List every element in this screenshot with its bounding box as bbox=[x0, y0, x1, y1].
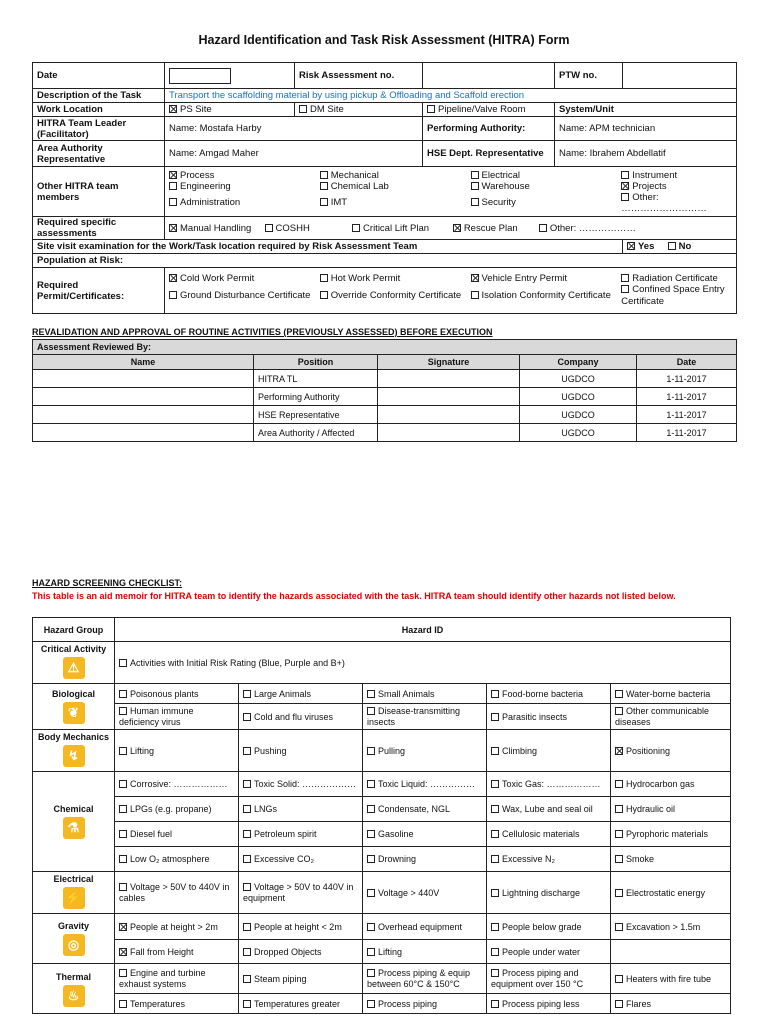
checkbox[interactable] bbox=[243, 975, 251, 983]
globe-icon: ◎ bbox=[63, 934, 85, 956]
ptw-label: PTW no. bbox=[555, 63, 623, 89]
population-label: Population at Risk: bbox=[33, 254, 737, 268]
lightning-icon: ⚡ bbox=[63, 887, 85, 909]
checkbox[interactable] bbox=[453, 224, 461, 232]
checkbox[interactable] bbox=[491, 923, 499, 931]
checkbox[interactable] bbox=[352, 224, 360, 232]
checkbox[interactable] bbox=[668, 242, 676, 250]
site-visit-label: Site visit examination for the Work/Task location required by Risk Assessment Team bbox=[33, 240, 623, 254]
critical-icon: ⚠ bbox=[63, 657, 85, 679]
checkbox[interactable] bbox=[471, 182, 479, 190]
col-position: Position bbox=[254, 355, 378, 370]
leader-label: HITRA Team Leader (Facilitator) bbox=[33, 117, 165, 141]
checkbox[interactable] bbox=[367, 923, 375, 931]
checkbox[interactable] bbox=[491, 1000, 499, 1008]
checkbox[interactable] bbox=[119, 948, 127, 956]
group-thermal: Thermal bbox=[55, 972, 91, 982]
checkbox[interactable] bbox=[119, 830, 127, 838]
fire-icon: ♨ bbox=[63, 985, 85, 1007]
checkbox[interactable] bbox=[615, 889, 623, 897]
members-grid: Process Mechanical Electrical Instrument Engineering Chemical Lab Warehouse Projects Administration IMT Security Other: ……………………… bbox=[165, 170, 736, 214]
checkbox[interactable] bbox=[615, 830, 623, 838]
checkbox[interactable] bbox=[169, 291, 177, 299]
group-electrical: Electrical bbox=[53, 874, 94, 884]
ra-field[interactable] bbox=[423, 63, 555, 89]
checkbox[interactable] bbox=[367, 707, 375, 715]
checkbox[interactable] bbox=[320, 291, 328, 299]
name-cell[interactable] bbox=[33, 388, 254, 406]
checkbox[interactable] bbox=[615, 923, 623, 931]
checkbox[interactable] bbox=[299, 105, 307, 113]
checkbox[interactable] bbox=[243, 1000, 251, 1008]
group-chemical: Chemical bbox=[53, 804, 94, 814]
group-gravity: Gravity bbox=[57, 921, 90, 931]
body-icon: ↯ bbox=[63, 745, 85, 767]
checkbox[interactable] bbox=[367, 855, 375, 863]
signature-cell[interactable] bbox=[378, 406, 520, 424]
name-cell[interactable] bbox=[33, 406, 254, 424]
permits-label: Required Permit/Certificates: bbox=[33, 268, 165, 314]
reviewed-by-label: Assessment Reviewed By: bbox=[33, 340, 737, 355]
checkbox[interactable] bbox=[119, 707, 127, 715]
checkbox[interactable] bbox=[243, 948, 251, 956]
checkbox[interactable] bbox=[615, 855, 623, 863]
table-row: HITRA TL UGDCO 1-11-2017 bbox=[33, 370, 737, 388]
group-biological: Biological bbox=[51, 689, 95, 699]
checkbox[interactable] bbox=[627, 242, 635, 250]
checkbox[interactable] bbox=[119, 805, 127, 813]
checkbox[interactable] bbox=[367, 780, 375, 788]
checkbox[interactable] bbox=[119, 747, 127, 755]
checkbox[interactable] bbox=[471, 198, 479, 206]
checkbox[interactable] bbox=[367, 747, 375, 755]
col-company: Company bbox=[520, 355, 637, 370]
checkbox[interactable] bbox=[471, 171, 479, 179]
checkbox[interactable] bbox=[615, 780, 623, 788]
checkbox[interactable] bbox=[169, 224, 177, 232]
task-info-table: Date Risk Assessment no. PTW no. Description of the Task Transport the scaffolding material by using pickup & Offloading and Scaffold erection Work Location PS Site DM Site Pipeline/Valve Room System/Unit HITRA Team Leader (Facilitator) Name: Mostafa Harby Performing Authority: Name: APM technician Area Authority Representative Name: Amgad Maher HSE Dept. Representative Name: Ibrahem Abdellatif Other HITRA team members Process Mechanical Electrical Instrument Engineering Chemical Lab Warehouse Projects Administration IMT Security Other: ……………………… Required specific assessments Manual Handling COSHH Critical Lift Plan Rescue Plan Other: ……………… Site visit examination for the Work/Task location required by Risk Assessment Team Yes No Population at Risk: Required Permit/Certificates: Cold Work Permit Hot Work Permit Vehicle Entry Permit Radiation Certificate Ground Disturbance Certificate Override Conformity Certificate Isolation Conformity Certificate Confined Space Entry Certificate bbox=[32, 62, 737, 314]
checkbox[interactable] bbox=[367, 948, 375, 956]
checkbox[interactable] bbox=[320, 198, 328, 206]
revalidation-table bbox=[32, 339, 737, 442]
desc-label: Description of the Task bbox=[33, 89, 165, 103]
checkbox[interactable] bbox=[320, 274, 328, 282]
checkbox[interactable] bbox=[491, 780, 499, 788]
name-cell[interactable] bbox=[33, 424, 254, 442]
checkbox[interactable] bbox=[491, 969, 499, 977]
date-label: Date bbox=[33, 63, 165, 89]
checkbox[interactable] bbox=[491, 948, 499, 956]
leader-value: Name: Mostafa Harby bbox=[165, 117, 423, 141]
checkbox[interactable] bbox=[320, 182, 328, 190]
checkbox[interactable] bbox=[119, 659, 127, 667]
checkbox[interactable] bbox=[615, 690, 623, 698]
hazard-table: Hazard Group Hazard ID Critical Activity ⚠ Activities with Initial Risk Rating (Blue, Purple and B+) Biological ❦ Poisonous plants Large Animals Small Animals Food-borne bacteria Water-borne bacteria Human immune deficiency virus Cold and flu viruses Disease-transmitting insects Parasitic insects Other communicable diseases Body Mechanics ↯ Lifting Pushing Pulling Climbing Positioning Chemical ⚗ Corrosive: ……………… Toxic Solid: ……………… Toxic Liquid: …………… Toxic Gas: ……………… Hydrocarbon gas LPGs (e.g. propane) LNGs Condensate, NGL Wax, Lube and seal oil Hydraulic oil Diesel fuel Petroleum spirit Gasoline Cellulosic materials Pyrophoric materials Low O₂ atmosphere Excessive CO₂ Drowning Excessive N₂ Smoke Electrical ⚡ Voltage > 50V to 440V in cables Voltage > 50V to 440V in equipment Voltage > 440V Lightning discharge Electrostatic energy Gravity ◎ People at height > 2m People at height < 2m Overhead equipment People below grade Excavation > 1.5m Fall from Height Dropped Objects Lifting People under water Thermal ♨ Engine and turbine exhaust systems Steam piping Process piping & equip between 60°C & 150°C Process piping and equipment over 150 °C Heaters with fire tube Temperatures Temperatures greater Process piping Process piping less Flares bbox=[32, 617, 731, 1014]
permits-grid: Cold Work Permit Hot Work Permit Vehicle Entry Permit Radiation Certificate Ground Disturbance Certificate Override Conformity Certificate Isolation Conformity Certificate Confined Space Entry Certificate bbox=[165, 273, 736, 308]
signature-cell[interactable] bbox=[378, 370, 520, 388]
table-row: Performing Authority UGDCO 1-11-2017 bbox=[33, 388, 737, 406]
checkbox[interactable] bbox=[169, 105, 177, 113]
checkbox[interactable] bbox=[243, 830, 251, 838]
checkbox[interactable] bbox=[243, 780, 251, 788]
checkbox[interactable] bbox=[491, 830, 499, 838]
area-label: Area Authority Representative bbox=[33, 141, 165, 167]
checkbox[interactable] bbox=[621, 171, 629, 179]
checkbox[interactable] bbox=[169, 171, 177, 179]
checkbox[interactable] bbox=[169, 182, 177, 190]
checkbox[interactable] bbox=[119, 883, 127, 891]
checkbox[interactable] bbox=[491, 889, 499, 897]
perf-label: Performing Authority: bbox=[423, 117, 555, 141]
col-signature: Signature bbox=[378, 355, 520, 370]
col-name: Name bbox=[33, 355, 254, 370]
checkbox[interactable] bbox=[119, 969, 127, 977]
perf-value: Name: APM technician bbox=[555, 117, 737, 141]
work-location-label: Work Location bbox=[33, 103, 165, 117]
other-members-label: Other HITRA team members bbox=[33, 167, 165, 217]
checkbox[interactable] bbox=[615, 975, 623, 983]
desc-value: Transport the scaffolding material by using pickup & Offloading and Scaffold erection bbox=[165, 89, 737, 103]
checkbox[interactable] bbox=[615, 1000, 623, 1008]
checkbox[interactable] bbox=[119, 780, 127, 788]
revalidation-heading: REVALIDATION AND APPROVAL OF ROUTINE ACTIVITIES (PREVIOUSLY ASSESSED) BEFORE EXECUTION bbox=[32, 327, 493, 337]
table-row: HSE Representative UGDCO 1-11-2017 bbox=[33, 406, 737, 424]
checkbox[interactable] bbox=[119, 690, 127, 698]
col-hazard-group: Hazard Group bbox=[33, 618, 115, 642]
checkbox[interactable] bbox=[621, 182, 629, 190]
checkbox[interactable] bbox=[243, 923, 251, 931]
chemical-icon: ⚗ bbox=[63, 817, 85, 839]
checkbox[interactable] bbox=[615, 747, 623, 755]
checkbox[interactable] bbox=[491, 805, 499, 813]
hse-value: Name: Ibrahem Abdellatif bbox=[555, 141, 737, 167]
checkbox[interactable] bbox=[471, 274, 479, 282]
checkbox[interactable] bbox=[367, 830, 375, 838]
name-cell[interactable] bbox=[33, 370, 254, 388]
checkbox[interactable] bbox=[615, 707, 623, 715]
signature-cell[interactable] bbox=[378, 424, 520, 442]
checkbox[interactable] bbox=[243, 883, 251, 891]
area-value: Name: Amgad Maher bbox=[165, 141, 423, 167]
checkbox[interactable] bbox=[491, 747, 499, 755]
checkbox[interactable] bbox=[367, 1000, 375, 1008]
checkbox[interactable] bbox=[119, 855, 127, 863]
checkbox[interactable] bbox=[243, 713, 251, 721]
checkbox[interactable] bbox=[119, 1000, 127, 1008]
checkbox[interactable] bbox=[169, 274, 177, 282]
col-hazard-id: Hazard ID bbox=[115, 618, 731, 642]
checkbox[interactable] bbox=[320, 171, 328, 179]
req-assess-label: Required specific assessments bbox=[33, 217, 165, 240]
checkbox[interactable] bbox=[615, 805, 623, 813]
leaf-icon: ❦ bbox=[63, 702, 85, 724]
checkbox[interactable] bbox=[265, 224, 273, 232]
checkbox[interactable] bbox=[491, 690, 499, 698]
checkbox[interactable] bbox=[243, 690, 251, 698]
col-date: Date bbox=[637, 355, 737, 370]
checkbox[interactable] bbox=[491, 713, 499, 721]
checkbox[interactable] bbox=[491, 855, 499, 863]
checkbox[interactable] bbox=[427, 105, 435, 113]
checkbox[interactable] bbox=[367, 805, 375, 813]
checkbox[interactable] bbox=[367, 889, 375, 897]
ptw-field[interactable] bbox=[623, 63, 737, 89]
checkbox[interactable] bbox=[243, 747, 251, 755]
date-field[interactable] bbox=[169, 68, 231, 84]
checkbox[interactable] bbox=[621, 285, 629, 293]
checkbox[interactable] bbox=[119, 923, 127, 931]
checkbox[interactable] bbox=[243, 855, 251, 863]
hse-label: HSE Dept. Representative bbox=[423, 141, 555, 167]
checkbox[interactable] bbox=[243, 805, 251, 813]
form-title: Hazard Identification and Task Risk Assessment (HITRA) Form bbox=[198, 33, 570, 47]
checkbox[interactable] bbox=[367, 690, 375, 698]
system-label: System/Unit bbox=[555, 103, 737, 117]
checkbox[interactable] bbox=[367, 969, 375, 977]
group-critical: Critical Activity bbox=[40, 644, 107, 654]
ra-label: Risk Assessment no. bbox=[295, 63, 423, 89]
checkbox[interactable] bbox=[169, 198, 177, 206]
checkbox[interactable] bbox=[471, 291, 479, 299]
checklist-note: This table is an aid memoir for HITRA team to identify the hazards associated with the task. HITRA team should identify other hazards not listed below. bbox=[32, 591, 676, 601]
checkbox[interactable] bbox=[621, 193, 629, 201]
checkbox[interactable] bbox=[539, 224, 547, 232]
checklist-heading: HAZARD SCREENING CHECKLIST: bbox=[32, 578, 183, 588]
checkbox[interactable] bbox=[621, 274, 629, 282]
signature-cell[interactable] bbox=[378, 388, 520, 406]
table-row: Area Authority / Affected UGDCO 1-11-2017 bbox=[33, 424, 737, 442]
group-body-mechanics: Body Mechanics bbox=[37, 732, 110, 742]
